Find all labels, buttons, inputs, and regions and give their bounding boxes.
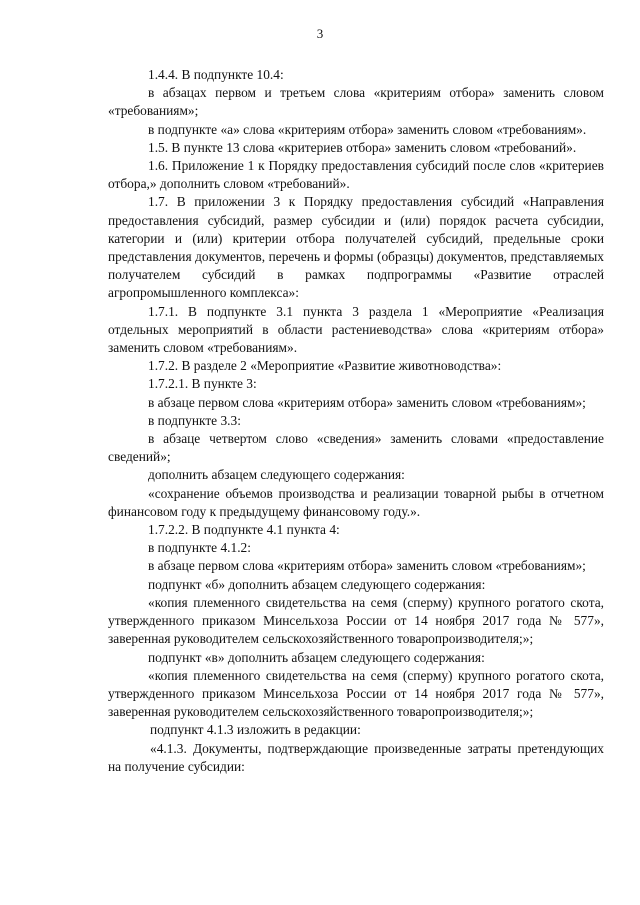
page-number: 3 (316, 26, 324, 41)
paragraph: 1.7.2.2. В подпункте 4.1 пункта 4: (148, 522, 340, 538)
paragraph: в абзаце первом слова «критериям отбора» заменить словом «требованиям»; (148, 394, 586, 410)
paragraph: 1.6. Приложение 1 к Порядку предоставления субсидий после слов «критериев отбора,» дополнить словом «требований». (108, 158, 604, 192)
paragraph: в абзацах первом и третьем слова «критериям отбора» заменить словом «требованиям»; (108, 85, 604, 119)
paragraph: «копия племенного свидетельства на семя (сперму) крупного рогатого скота, утвержденного приказом Минсельхоза России от 14 ноября 2017 года № 577», заверенная руководителем сельскохозяйственного товаропроизводителя;»; (108, 594, 604, 647)
paragraph: в подпункте 4.1.2: (148, 540, 251, 556)
paragraph: подпункт «б» дополнить абзацем следующего содержания: (148, 576, 486, 592)
paragraph: 1.7. В приложении 3 к Порядку предоставления субсидий «Направления предоставления субсидий, размер субсидии и (или) порядок расчета субсидии, категории и (или) критерии отбора получателей субсидий, предельные сроки представления документов, перечень и формы (образцы) документов, представляемых получателем субсидий в рамках подпрограммы «Развитие отраслей агропромышленного комплекса»: (108, 194, 604, 301)
paragraph: 1.7.2.1. В пункте 3: (148, 376, 257, 392)
paragraph: в подпункте 3.3: (148, 412, 241, 428)
paragraph: 1.4.4. В подпункте 10.4: (148, 67, 284, 82)
paragraph: 1.5. В пункте 13 слова «критериев отбора» заменить словом «требований». (148, 139, 577, 155)
paragraph: дополнить абзацем следующего содержания: (148, 467, 405, 483)
paragraph: подпункт «в» дополнить абзацем следующего содержания: (148, 649, 485, 665)
paragraph: подпункт 4.1.3 изложить в редакции: (150, 722, 361, 738)
paragraph: в абзаце первом слова «критериям отбора» заменить словом «требованиям»; (148, 558, 586, 574)
paragraph: 1.7.2. В разделе 2 «Мероприятие «Развитие животноводства»: (148, 358, 502, 374)
paragraph: «4.1.3. Документы, подтверждающие произведенные затраты претендующих на получение субсидии: (108, 740, 604, 774)
paragraph: 1.7.1. В подпункте 3.1 пункта 3 раздела 1 «Мероприятие «Реализация отдельных мероприятий в области растениеводства» слова «критериям отбора» заменить словом «требованиям». (108, 303, 604, 356)
document-body (108, 66, 604, 776)
paragraph: в абзаце четвертом слово «сведения» заменить словами «предоставление сведений»; (108, 431, 604, 465)
paragraph: «копия племенного свидетельства на семя (сперму) крупного рогатого скота, утвержденного приказом Минсельхоза России от 14 ноября 2017 года № 577», заверенная руководителем сельскохозяйственного товаропроизводителя;»; (108, 667, 604, 720)
paragraph: «сохранение объемов производства и реализации товарной рыбы в отчетном финансовом году к предыдущему финансовому году.». (108, 485, 604, 519)
paragraph: в подпункте «а» слова «критериям отбора» заменить словом «требованиям». (148, 121, 587, 137)
